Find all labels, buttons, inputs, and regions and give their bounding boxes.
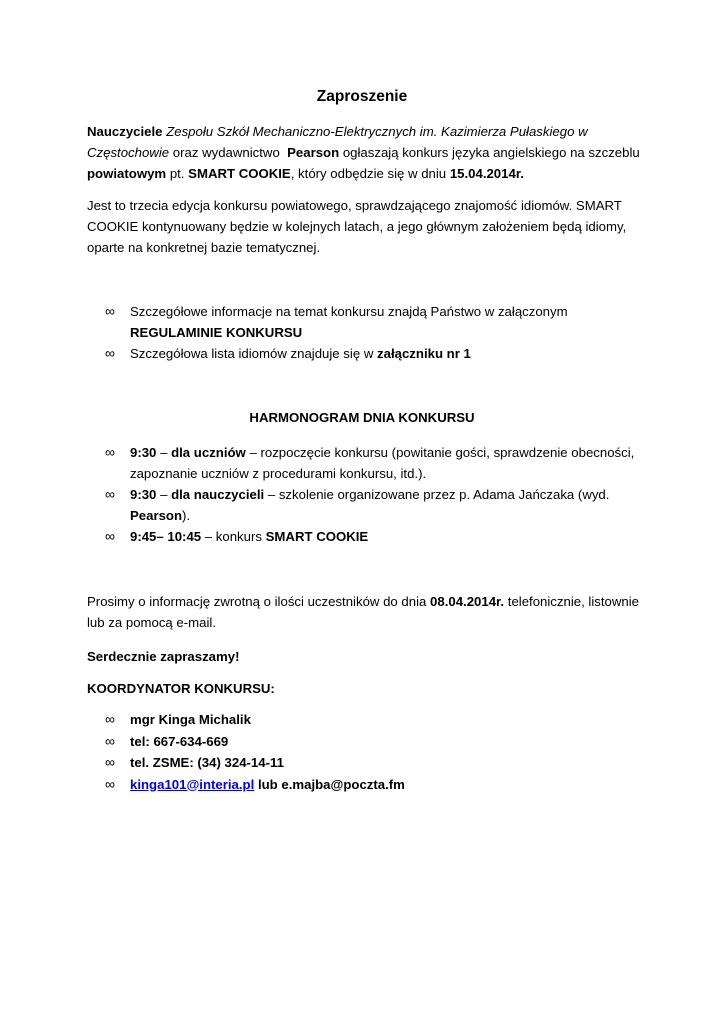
intro-text: pt. — [169, 166, 185, 181]
school-phone: tel. ZSME: (34) 324-14-11 — [130, 755, 284, 770]
schedule-publisher: Pearson — [130, 508, 183, 523]
intro-text: ogłaszają konkurs języka angielskiego na szczeblu — [342, 145, 640, 160]
intro-level: powiatowym — [87, 166, 167, 181]
intro-teachers: Nauczyciele — [87, 124, 163, 139]
list-item — [105, 526, 665, 547]
intro-contest-name: SMART COOKIE — [188, 166, 291, 181]
list-item — [105, 731, 665, 753]
schedule-description: – rozpoczęcie konkursu (powitanie gości, sprawdzenie obecności, zapoznanie uczniów z procedurami konkursu, itd.). — [130, 445, 635, 481]
schedule-audience: dla uczniów — [171, 445, 246, 460]
schedule-description-end: ). — [182, 508, 191, 523]
request-text: telefonicznie, listownie lub za pomocą e-mail. — [87, 594, 639, 630]
closing-line: Serdecznie zapraszamy! — [87, 649, 240, 664]
infinity-bullet-icon: ∞ — [105, 732, 115, 749]
infinity-bullet-icon: ∞ — [105, 486, 115, 502]
infinity-bullet-icon: ∞ — [105, 754, 115, 770]
schedule-contest-name: SMART COOKIE — [265, 529, 369, 544]
list-item — [105, 709, 665, 731]
schedule-dash: – — [156, 445, 172, 460]
edition-paragraph: Jest to trzecia edycja konkursu powiatowego, sprawdzającego znajomość idiomów. SMART COOKIE kontynuowany będzie w kolejnych latach, a jego głównym założeniem będą idiomy, oparte na konkretnej bazie tematycznej. — [87, 198, 627, 255]
intro-text: oraz wydawnictwo — [172, 145, 280, 160]
schedule-description: – szkolenie organizowane przez p. Adama Jańczaka (wyd. — [264, 487, 610, 502]
request-paragraph — [87, 591, 647, 633]
document-title: Zaproszenie — [316, 88, 408, 105]
infinity-bullet-icon: ∞ — [105, 345, 115, 361]
coordinator-list — [105, 709, 665, 795]
infinity-bullet-icon: ∞ — [105, 775, 115, 792]
list-item — [105, 442, 665, 484]
info-item-rules: REGULAMINIE KONKURSU — [130, 325, 303, 340]
list-item — [105, 301, 665, 343]
schedule-time: 9:30 — [130, 445, 157, 460]
coordinator-heading: KOORDYNATOR KONKURSU: — [87, 681, 275, 696]
intro-publisher: Pearson — [287, 145, 340, 160]
request-text: Prosimy o informację zwrotną o ilości uczestników do dnia — [87, 594, 427, 609]
list-item — [105, 774, 665, 796]
coordinator-phone: tel: 667-634-669 — [130, 733, 229, 749]
infinity-bullet-icon: ∞ — [105, 528, 115, 544]
infinity-bullet-icon: ∞ — [105, 711, 115, 727]
info-item-text: Szczegółowe informacje na temat konkursu znajdą Państwo w załączonym — [130, 304, 568, 319]
intro-date: 15.04.2014r. — [449, 166, 524, 181]
intro-school-name: Zespołu Szkół Mechaniczno-Elektrycznych im. Kazimierza Pułaskiego w Częstochowie — [87, 124, 588, 160]
email-separator: lub — [257, 776, 278, 792]
intro-paragraph — [87, 121, 647, 184]
second-email: e.majba@poczta.fm — [281, 776, 405, 792]
schedule-list — [105, 442, 665, 547]
schedule-description: – konkurs — [201, 529, 266, 544]
info-list — [105, 301, 665, 364]
schedule-time: 9:45– 10:45 — [130, 529, 202, 544]
schedule-audience: dla nauczycieli — [171, 487, 265, 502]
coordinator-name: mgr Kinga Michalik — [130, 712, 251, 727]
infinity-bullet-icon: ∞ — [105, 303, 115, 319]
info-item-text: Szczegółowa lista idiomów znajduje się w — [130, 346, 374, 361]
request-deadline: 08.04.2014r. — [430, 594, 505, 609]
schedule-dash: – — [156, 487, 172, 502]
list-item — [105, 343, 665, 364]
email-link[interactable]: kinga101@interia.pl — [130, 776, 255, 792]
schedule-time: 9:30 — [130, 487, 157, 502]
info-item-attachment: załączniku nr 1 — [377, 346, 471, 361]
schedule-heading: HARMONOGRAM DNIA KONKURSU — [249, 410, 475, 425]
list-item — [105, 752, 665, 774]
list-item — [105, 484, 665, 526]
infinity-bullet-icon: ∞ — [105, 444, 115, 460]
intro-text: , który odbędzie się w dniu — [290, 166, 447, 181]
